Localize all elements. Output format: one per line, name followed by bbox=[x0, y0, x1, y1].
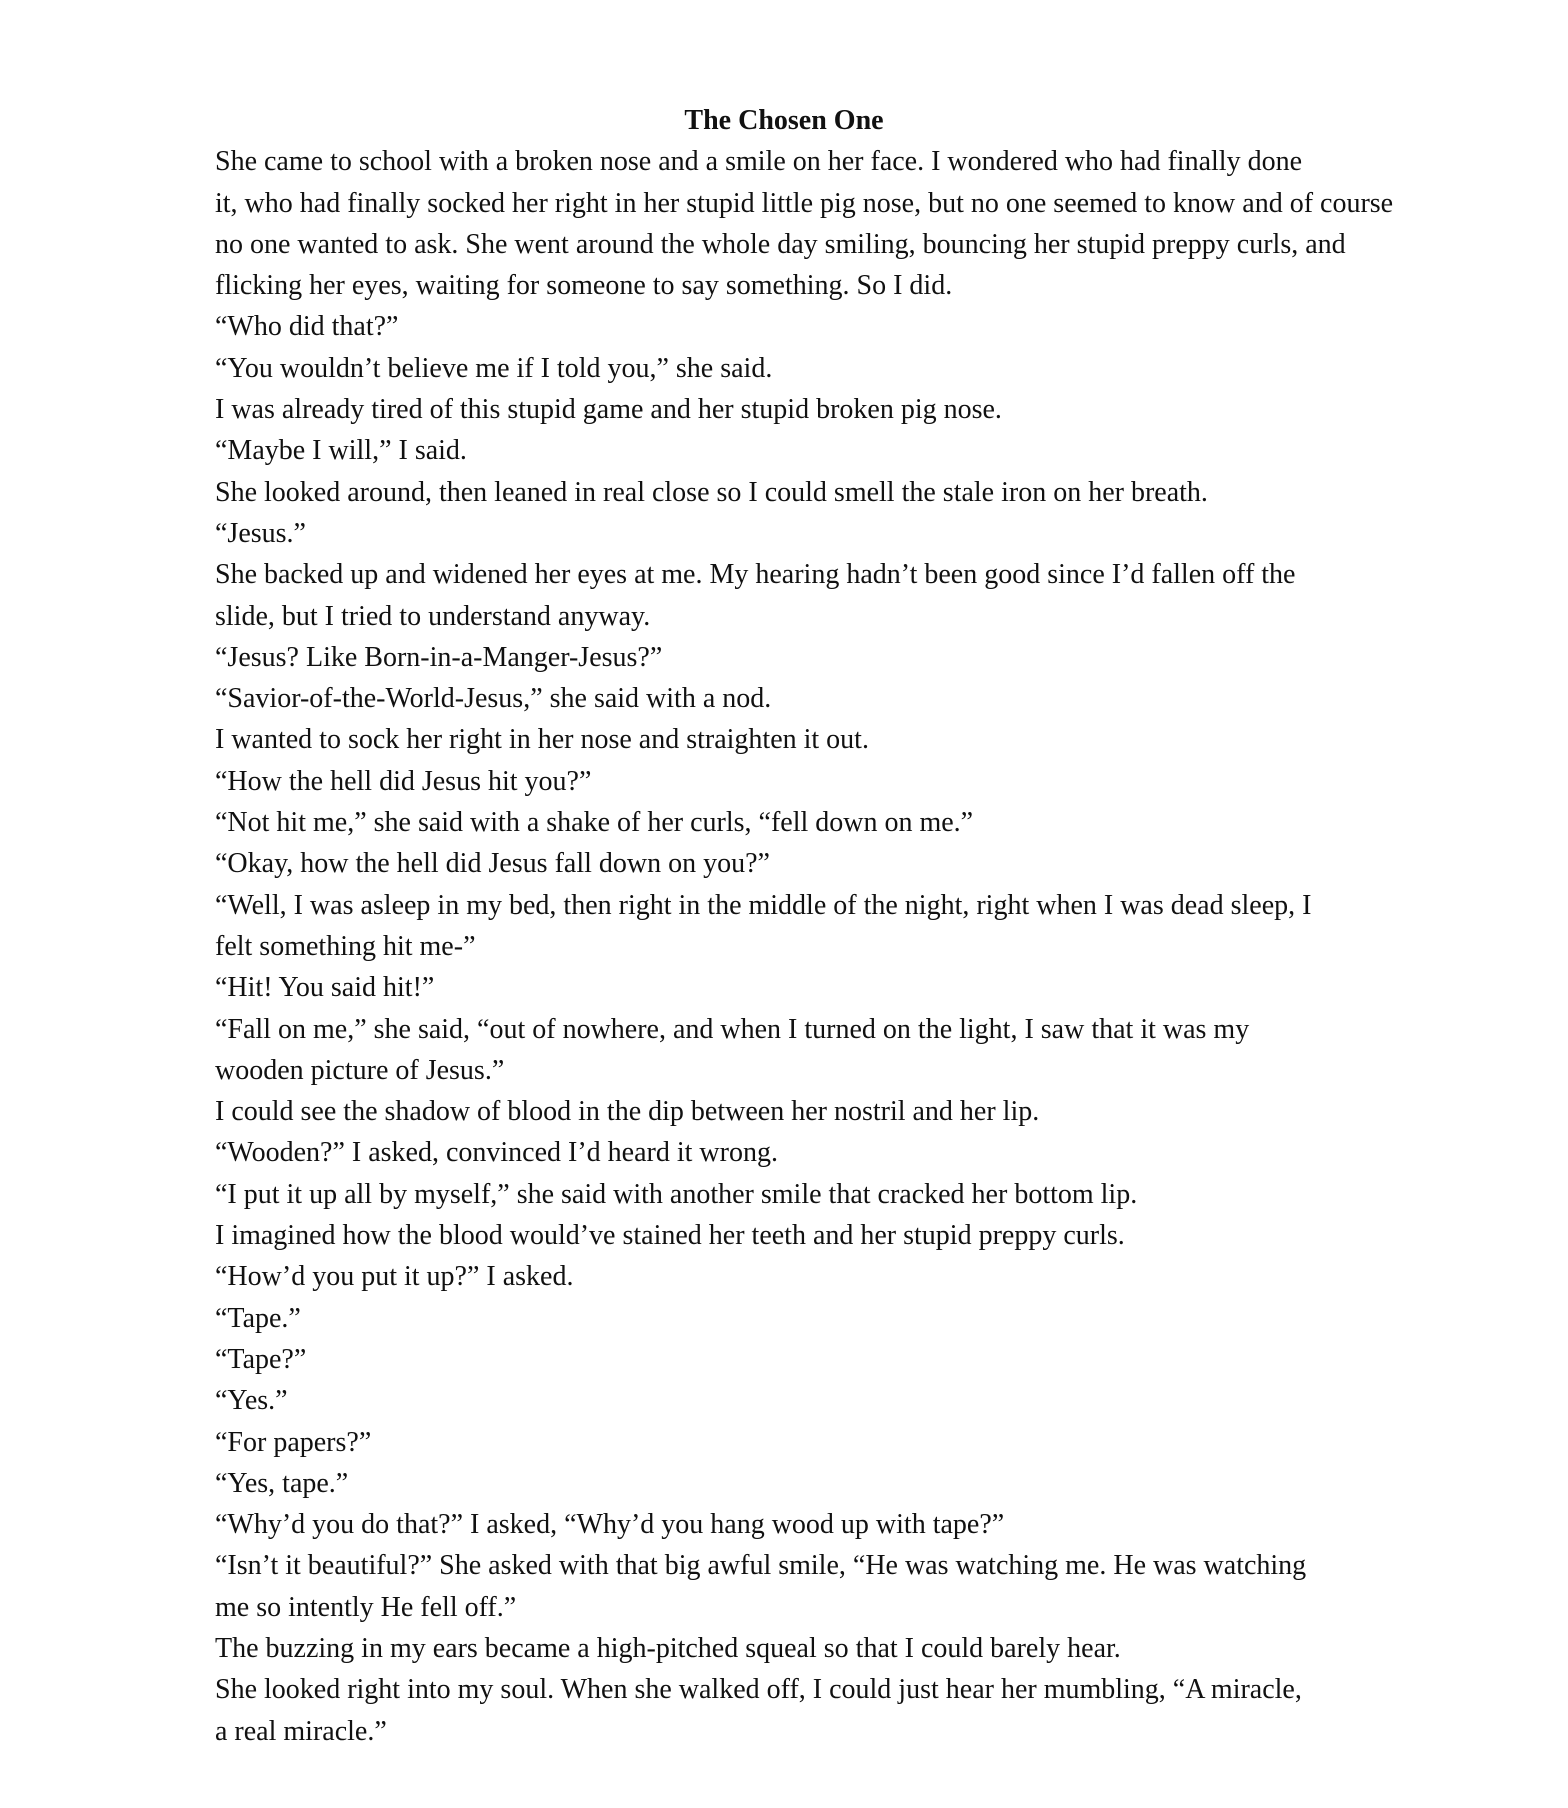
paragraph-line: “Savior-of-the-World-Jesus,” she said with a nod. bbox=[215, 683, 772, 715]
story-paragraph bbox=[114, 885, 1454, 968]
paragraph-line: She looked around, then leaned in real close so I could smell the stale iron on her breath. bbox=[215, 476, 1208, 508]
story-paragraph bbox=[114, 1545, 1454, 1628]
story-paragraph bbox=[114, 719, 1454, 760]
story-paragraph bbox=[114, 1009, 1454, 1092]
story-title: The Chosen One bbox=[684, 105, 884, 136]
story-paragraph bbox=[114, 141, 1454, 306]
story-paragraph bbox=[114, 348, 1454, 389]
paragraph-line: “How’d you put it up?” I asked. bbox=[215, 1261, 574, 1293]
paragraph-line: “Maybe I will,” I said. bbox=[215, 435, 467, 467]
paragraph-line: me so intently He fell off.” bbox=[215, 1591, 517, 1623]
story-body bbox=[114, 141, 1454, 1752]
paragraph-line: “Jesus? Like Born-in-a-Manger-Jesus?” bbox=[215, 641, 663, 673]
paragraph-line: felt something hit me-” bbox=[215, 930, 476, 962]
paragraph-line: She backed up and widened her eyes at me. My hearing hadn’t been good since I’d fallen off the bbox=[215, 559, 1296, 591]
document-page bbox=[114, 100, 1454, 1752]
story-paragraph bbox=[114, 1339, 1454, 1380]
paragraph-line: “Tape.” bbox=[215, 1302, 301, 1334]
story-paragraph bbox=[114, 1215, 1454, 1256]
story-paragraph bbox=[114, 1256, 1454, 1297]
paragraph-line: I wanted to sock her right in her nose and straighten it out. bbox=[215, 724, 869, 756]
paragraph-line: it, who had finally socked her right in her stupid little pig nose, but no one seemed to know and of course bbox=[215, 187, 1394, 219]
story-paragraph bbox=[114, 1504, 1454, 1545]
paragraph-line: I could see the shadow of blood in the dip between her nostril and her lip. bbox=[215, 1096, 1040, 1128]
paragraph-line: “Fall on me,” she said, “out of nowhere, and when I turned on the light, I saw that it was my bbox=[215, 1013, 1250, 1045]
paragraph-line: “Yes, tape.” bbox=[215, 1467, 349, 1499]
paragraph-line: I was already tired of this stupid game and her stupid broken pig nose. bbox=[215, 394, 1002, 426]
story-paragraph bbox=[114, 761, 1454, 802]
paragraph-line: “Jesus.” bbox=[215, 517, 306, 549]
story-paragraph bbox=[114, 1422, 1454, 1463]
story-paragraph bbox=[114, 802, 1454, 843]
story-paragraph bbox=[114, 1091, 1454, 1132]
paragraph-line: “Well, I was asleep in my bed, then right in the middle of the night, right when I was dead sleep, I bbox=[215, 889, 1312, 921]
paragraph-line: slide, but I tried to understand anyway. bbox=[215, 600, 651, 632]
story-paragraph bbox=[114, 472, 1454, 513]
paragraph-line: flicking her eyes, waiting for someone to say something. So I did. bbox=[215, 270, 953, 302]
paragraph-line: “Isn’t it beautiful?” She asked with that big awful smile, “He was watching me. He was watching bbox=[215, 1550, 1307, 1582]
story-paragraph bbox=[114, 1298, 1454, 1339]
story-paragraph bbox=[114, 967, 1454, 1008]
story-paragraph bbox=[114, 1380, 1454, 1421]
paragraph-line: “Not hit me,” she said with a shake of her curls, “fell down on me.” bbox=[215, 807, 974, 839]
story-paragraph bbox=[114, 430, 1454, 471]
paragraph-line: “How the hell did Jesus hit you?” bbox=[215, 765, 592, 797]
story-paragraph bbox=[114, 554, 1454, 637]
paragraph-line: “For papers?” bbox=[215, 1426, 372, 1458]
story-paragraph bbox=[114, 637, 1454, 678]
story-paragraph bbox=[114, 306, 1454, 347]
paragraph-line: “Yes.” bbox=[215, 1385, 288, 1417]
paragraph-line: a real miracle.” bbox=[215, 1715, 387, 1747]
story-paragraph bbox=[114, 1174, 1454, 1215]
paragraph-line: “You wouldn’t believe me if I told you,” she said. bbox=[215, 352, 773, 384]
story-paragraph bbox=[114, 843, 1454, 884]
story-paragraph bbox=[114, 1132, 1454, 1173]
paragraph-line: “Hit! You said hit!” bbox=[215, 972, 435, 1004]
paragraph-line: “Tape?” bbox=[215, 1343, 307, 1375]
story-paragraph bbox=[114, 1463, 1454, 1504]
story-paragraph bbox=[114, 1628, 1454, 1669]
paragraph-line: The buzzing in my ears became a high-pitched squeal so that I could barely hear. bbox=[215, 1632, 1121, 1664]
paragraph-line: no one wanted to ask. She went around the whole day smiling, bouncing her stupid preppy curls, and bbox=[215, 228, 1346, 260]
paragraph-line: “I put it up all by myself,” she said with another smile that cracked her bottom lip. bbox=[215, 1178, 1138, 1210]
paragraph-line: “Wooden?” I asked, convinced I’d heard it wrong. bbox=[215, 1137, 778, 1169]
paragraph-line: “Who did that?” bbox=[215, 311, 399, 343]
paragraph-line: “Why’d you do that?” I asked, “Why’d you hang wood up with tape?” bbox=[215, 1509, 1005, 1541]
story-paragraph bbox=[114, 389, 1454, 430]
story-paragraph bbox=[114, 678, 1454, 719]
paragraph-line: I imagined how the blood would’ve stained her teeth and her stupid preppy curls. bbox=[215, 1220, 1125, 1252]
paragraph-line: wooden picture of Jesus.” bbox=[215, 1054, 505, 1086]
paragraph-line: She looked right into my soul. When she walked off, I could just hear her mumbling, “A miracle, bbox=[215, 1674, 1302, 1706]
story-paragraph bbox=[114, 1669, 1454, 1752]
paragraph-line: She came to school with a broken nose and a smile on her face. I wondered who had finally done bbox=[215, 146, 1302, 178]
paragraph-line: “Okay, how the hell did Jesus fall down on you?” bbox=[215, 848, 770, 880]
story-paragraph bbox=[114, 513, 1454, 554]
